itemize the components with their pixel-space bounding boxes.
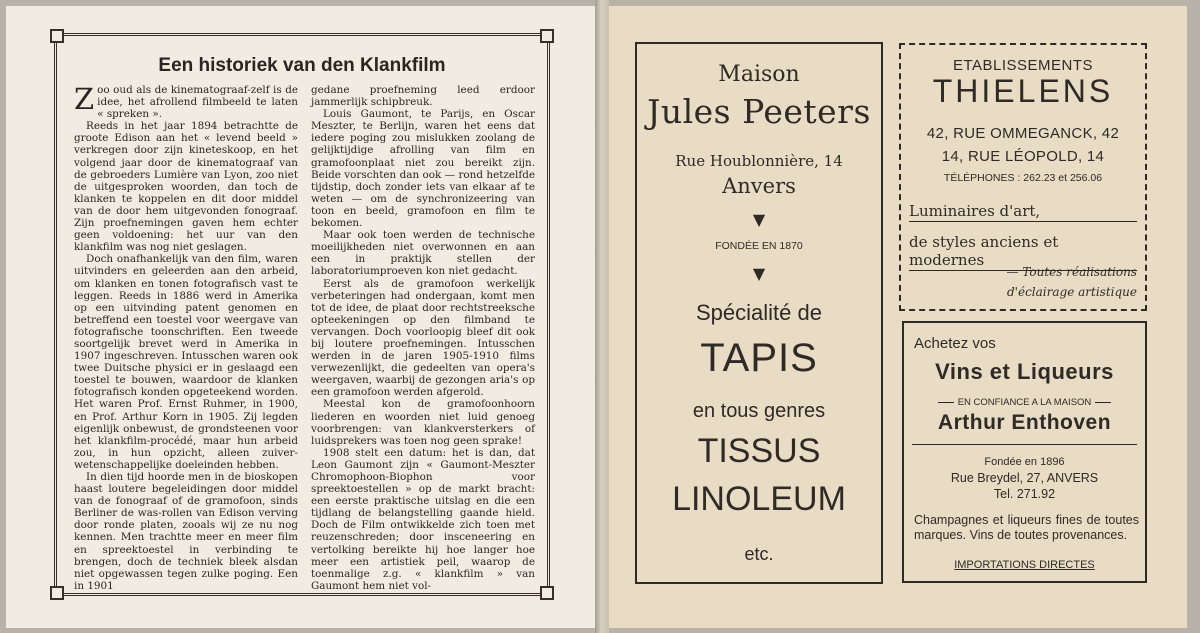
- article-paragraph: Reeds in het jaar 1894 betrachtte de groote Edison aan het « levend beeld » verkregen door zijn kineteskoop, en het volgend jaar door de kinematograaf van de gebroeders Lumière van Lyon, zoo niet de uitgesproken woorden, dan toch de klanken te koppelen en dit door middel van de door hem uitgevonden fonograaf. Zijn proefnemingen gaven hem echter geen voldoening: het uur van den klankfilm was nog niet geslagen.: [74, 120, 298, 254]
- frame-corner-ornament: [50, 29, 64, 43]
- ad-founded: FONDÉE EN 1870: [715, 240, 803, 252]
- frame-corner-ornament: [540, 586, 554, 600]
- article-paragraph: 1908 stelt een datum: het is dan, dat Leon Gaumont zijn « Gaumont-Meszter Chromophoon-Biophon voor spreektoestellen » op de markt bracht: een eerste praktische uitslag en die een tijdlang de belangstelling gaande hield. Doch de Film ontwikkelde zich toen met reuzenschreden; door insceneering en vertolking bereikte hij hoe langer hoe meer een artistiek peil, waarop de toenmalige z.g. « klankfilm » van Gaumont hem niet vol-: [311, 446, 535, 592]
- ad-champagnes: Champagnes et liqueurs fines de toutes marques. Vins de toutes provenances.: [914, 513, 1139, 542]
- frame-corner-ornament: [540, 29, 554, 43]
- article-column-1: [74, 82, 298, 592]
- article-paragraph: Doch onafhankelijk van den film, waren uitvinders en geleerden aan den arbeid, om klanken en tonen fotografisch vast te leggen. Reeds in 1886 werd in Amerika op een uitvinding patent genomen en betreffend een toestel voor weergave van fotografische toonschriften. Een tweede soortgelijk brevet werd in Amerika in 1907 ingeschreven. Intusschen waren ook twee Duitsche physici er in geslaagd een toestel te bouwen, waardoor de klanken fotografisch konden opgeteekend worden. Het waren Prof. Ernst Ruhmer, in 1900, en Prof. Arthur Korn in 1905. Zij legden eigenlijk onbewust, de grondsteenen voor het klankfilm-procédé, maar hun arbeid zou, in hun opzicht, alleen zuiver-wetenschappelijke doeleinden hebben.: [74, 253, 298, 471]
- ad-jules-peeters: [635, 42, 883, 584]
- ad-vins-liqueurs: Vins et Liqueurs: [935, 359, 1114, 384]
- ad-tous-genres: en tous genres: [692, 400, 826, 422]
- article-frame: [54, 33, 550, 596]
- ad-street: Rue Houblonnière, 14: [675, 152, 843, 170]
- article-paragraph: Zoo oud als de kinematograaf-zelf is de idee, het afrollend filmbeeld te laten « spreken ».: [74, 82, 298, 121]
- ad-confiance: EN CONFIANCE A LA MAISON: [910, 397, 1139, 408]
- article-paragraph: Eerst als de gramofoon werkelijk verbeteringen had ondergaan, komt men tot de idee, de plaat door rechtstreeksche opteekeningen op den filmband te vervangen. Doch voorloopig bleef dit ook bij loutere proefnemingen. Intusschen werden in de jaren 1905-1910 films verwezenlijkt, die gedeelten van opera's weergaven, waarbij de gezongen aria's op een gramofoon werden afgerold.: [311, 277, 535, 399]
- ad-tapis: TAPIS: [700, 336, 818, 380]
- ad-address-line: 14, RUE LÉOPOLD, 14: [941, 148, 1105, 165]
- ad-telephone: Tel. 271.92: [993, 487, 1056, 501]
- drop-cap: Z: [74, 82, 95, 116]
- article-paragraph: Maar ook toen werden de technische moeilijkheden niet overwonnen en aan een in praktijk stellen der laboratoriumproeven kon niet gedacht.: [311, 229, 535, 278]
- ad-tissus: TISSUS: [697, 432, 821, 470]
- triangle-ornament-icon: ▼: [752, 264, 766, 283]
- ad-telephones: TÉLÉPHONES : 262.23 et 256.06: [943, 172, 1103, 184]
- ad-linoleum: LINOLEUM: [672, 480, 846, 518]
- ad-thielens: [899, 43, 1147, 311]
- article-column-2: [311, 84, 535, 592]
- article-paragraph: Meestal kon de gramofoonhoorn liederen en woorden niet luid genoeg voorbrengen: van klankversterkers of luidsprekers was toen nog geen sprake!: [311, 398, 535, 447]
- book-gutter: [595, 0, 609, 633]
- ad-maison-label: Maison: [718, 62, 800, 87]
- ad-etc: etc.: [744, 544, 774, 564]
- article-columns: [74, 82, 536, 592]
- article-paragraph: In dien tijd hoorde men in de bioskopen haast loutere begeleidingen door middel van de fonograaf of de gramofoon, sinds Berliner de was-rollen van Edison verving door ronde platen, zooals wij ze nu nog kennen. Men trachtte meer en meer film en spreektoestel in verbinding te brengen, doch de techniek bleek alsdan niet opgewassen tegen zulke poging. Een in 1901: [74, 471, 298, 592]
- ad-company-name: Jules Peeters: [647, 92, 871, 131]
- article-paragraph: gedane proefneming leed erdoor jammerlijk schipbreuk.: [311, 84, 535, 109]
- ad-specialite: Spécialité de: [696, 300, 822, 325]
- ad-founded: Fondée en 1896: [984, 456, 1065, 468]
- triangle-ornament-icon: ▼: [752, 210, 766, 229]
- ad-achetez: Achetez vos: [914, 335, 996, 352]
- ad-realisations: — Toutes réalisations: [1006, 265, 1137, 279]
- article-paragraph: Louis Gaumont, te Parijs, en Oscar Meszter, te Berlijn, waren het eens dat iedere poging zou mislukken zoolang de gelijktijdige afrolling van film en gramofoonplaat niet zou bereikt zijn. Beide vorschten dan ook — rond hetzelfde tijdstip, doch zonder iets van elkaar af te weten — om de synchronizeering van toon en beeld, gramofoon en film te bekomen.: [311, 108, 535, 230]
- ad-importations: IMPORTATIONS DIRECTES: [954, 559, 1095, 571]
- frame-corner-ornament: [50, 586, 64, 600]
- ad-luminaires: Luminaires d'art,: [909, 202, 1137, 222]
- article-title: Een historiek van den Klankfilm: [158, 55, 446, 76]
- ad-street: Rue Breydel, 27, ANVERS: [950, 471, 1099, 485]
- ad-etablissements: ETABLISSEMENTS: [952, 57, 1094, 74]
- ad-styles: de styles anciens et modernes: [909, 233, 1137, 271]
- ad-address-line: 42, RUE OMMEGANCK, 42: [926, 125, 1120, 142]
- ad-company-name: THIELENS: [932, 73, 1114, 109]
- ad-arthur-enthoven: [902, 321, 1147, 583]
- ad-company-name: Arthur Enthoven: [937, 411, 1112, 434]
- divider: [912, 444, 1137, 445]
- ad-city: Anvers: [722, 174, 796, 198]
- ad-eclairage: d'éclairage artistique: [1006, 285, 1137, 299]
